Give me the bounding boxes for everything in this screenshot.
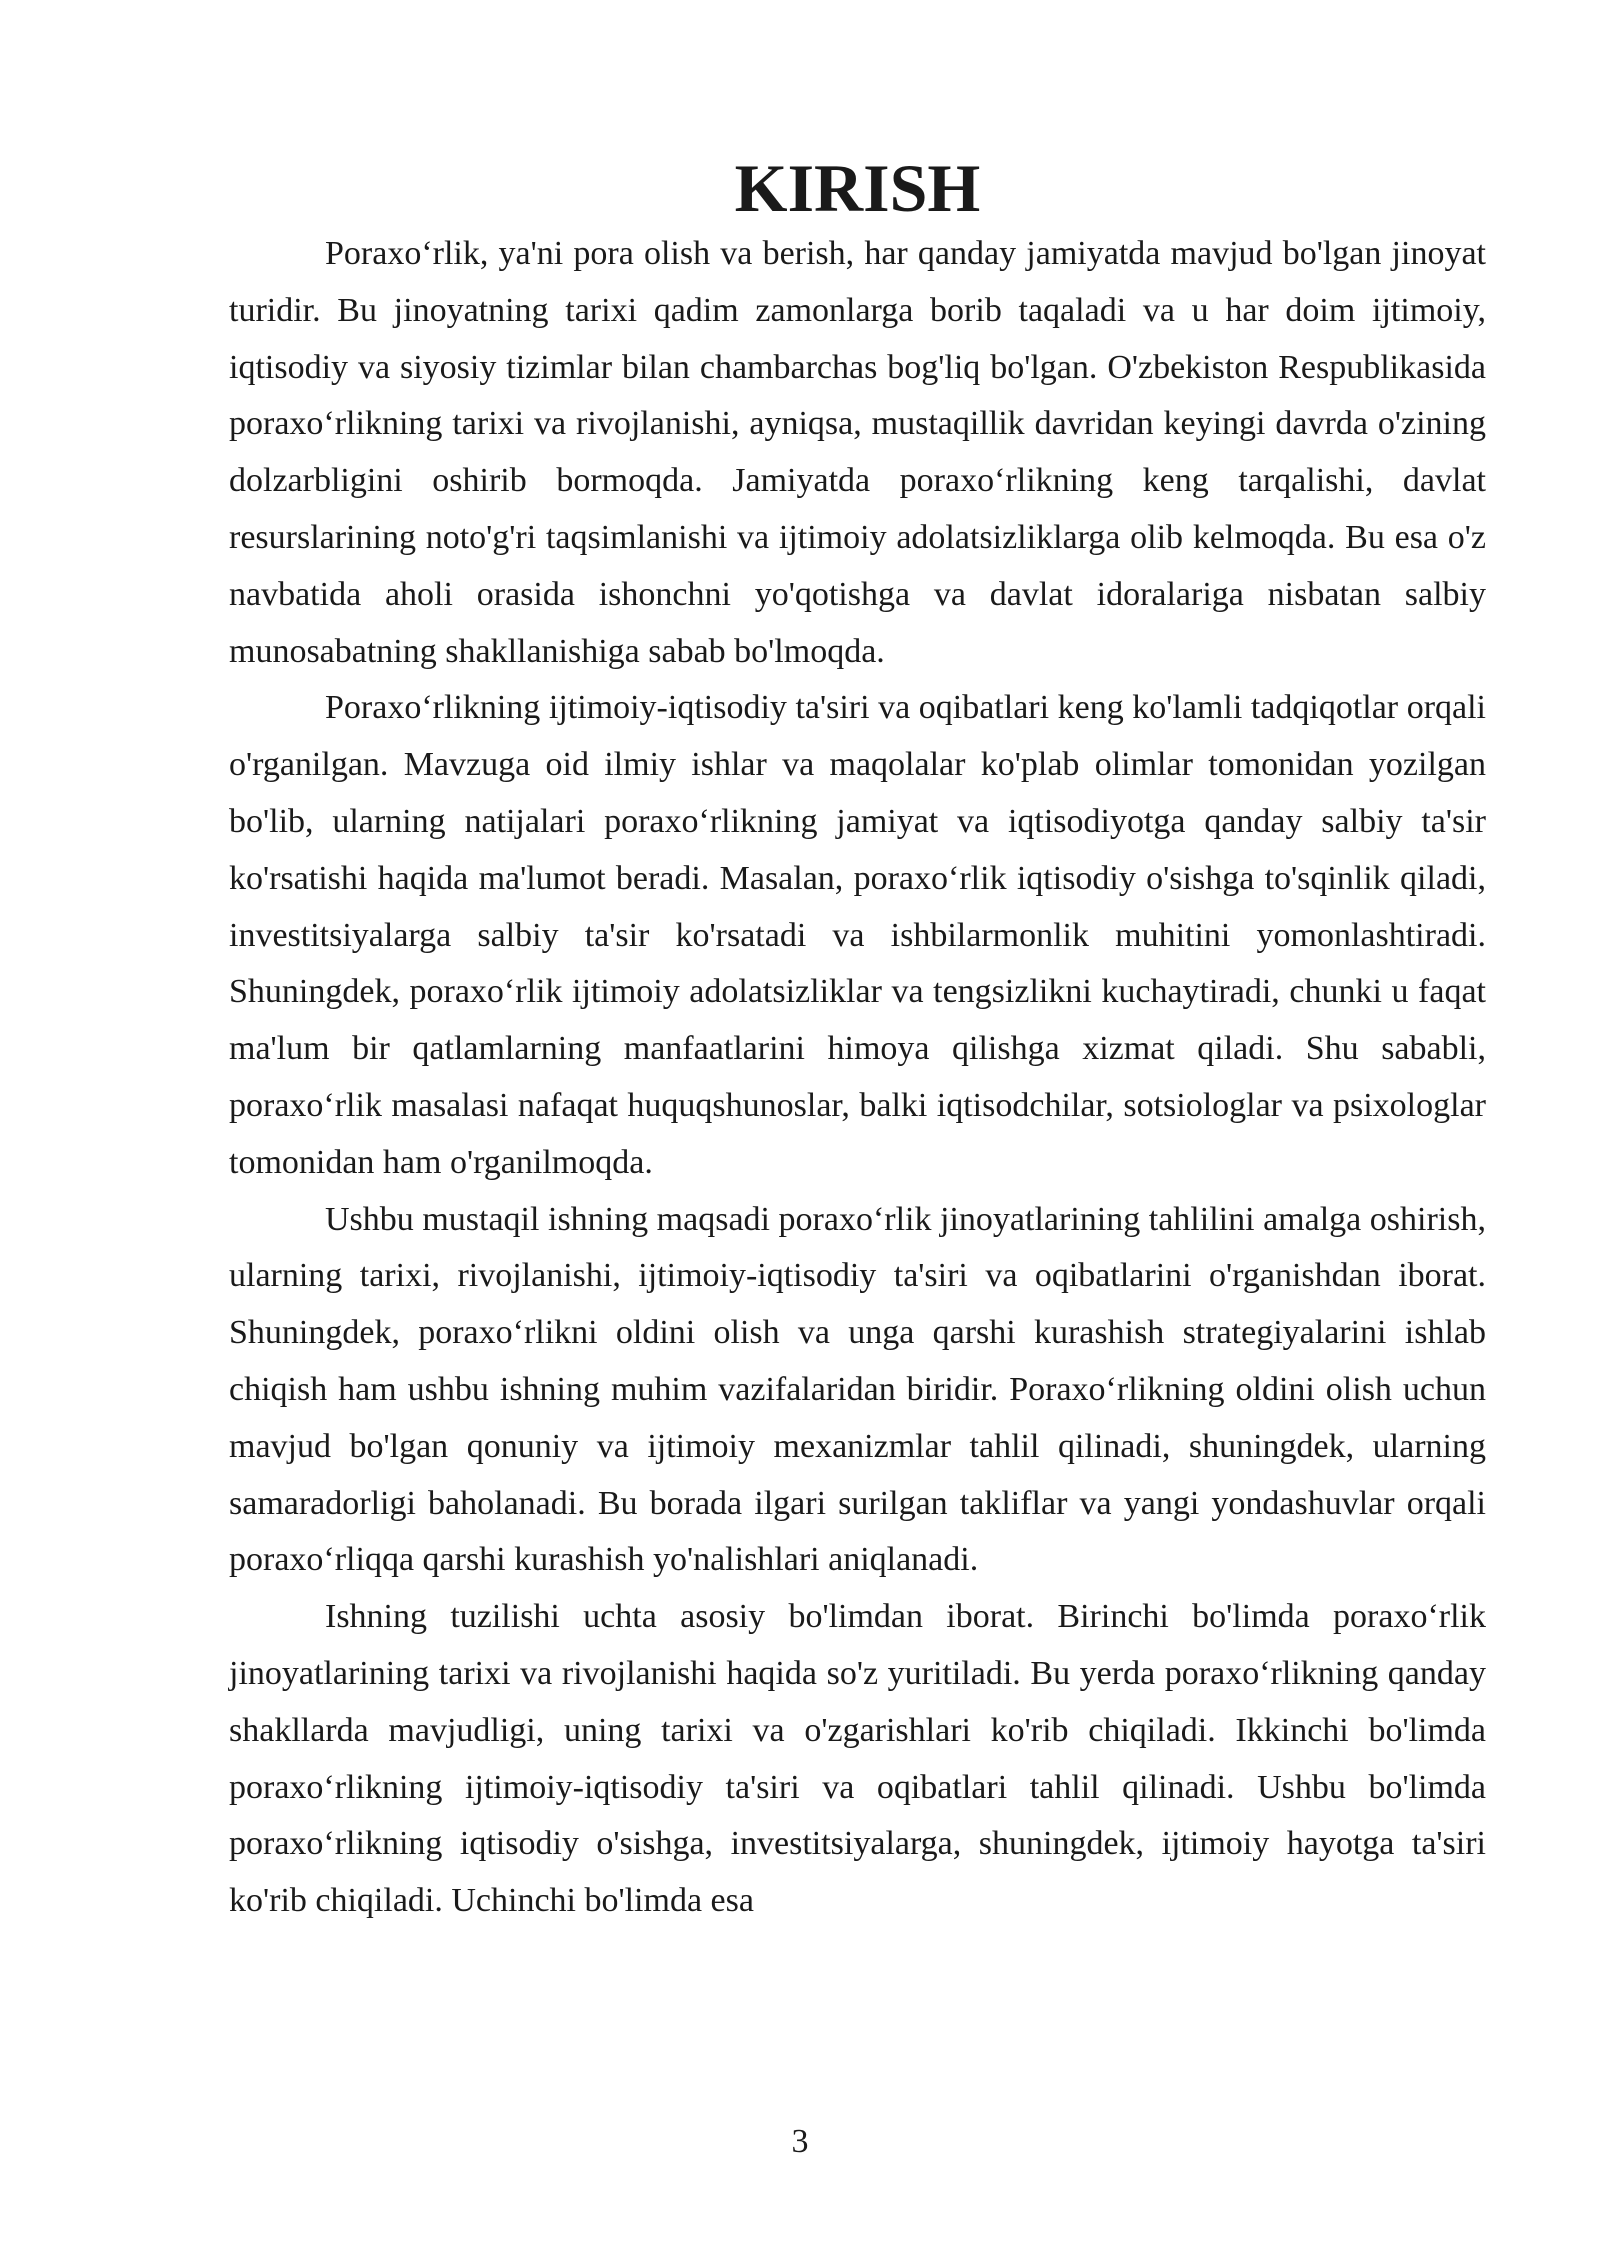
page-title: KIRISH bbox=[734, 150, 981, 226]
paragraph-2: Poraxo‘rlikning ijtimoiy-iqtisodiy ta'siri va oqibatlari keng ko'lamli tadqiqotlar orqali o'rganilgan. Mavzuga oid ilmiy ishlar va maqolalar ko'plab olimlar tomonidan yozilgan bo'lib, ularning natijalari poraxo‘rlikning jamiyat va iqtisodiyotga qanday salbiy ta'sir ko'rsatishi haqida ma'lumot beradi. Masalan, poraxo‘rlik iqtisodiy o'sishga to'sqinlik qiladi, investitsiyalarga salbiy ta'sir ko'rsatadi va ishbilarmonlik muhitini yomonlashtiradi. Shuningdek, poraxo‘rlik ijtimoiy adolatsizliklar va tengsizlikni kuchaytiradi, chunki u faqat ma'lum bir qatlamlarning manfaatlarini himoya qilishga xizmat qiladi. Shu sababli, poraxo‘rlik masalasi nafaqat huquqshunoslar, balki iqtisodchilar, sotsiologlar va psixologlar tomonidan ham o'rganilmoqda. bbox=[229, 689, 1486, 1181]
document-body bbox=[229, 150, 1486, 1930]
paragraph-1: Poraxo‘rlik, ya'ni pora olish va berish, har qanday jamiyatda mavjud bo'lgan jinoyat turidir. Bu jinoyatning tarixi qadim zamonlarga borib taqaladi va u har doim ijtimoiy, iqtisodiy va siyosiy tizimlar bilan chambarchas bog'liq bo'lgan. O'zbekiston Respublikasida poraxo‘rlikning tarixi va rivojlanishi, ayniqsa, mustaqillik davridan keyingi davrda o'zining dolzarbligini oshirib bormoqda. Jamiyatda poraxo‘rlikning keng tarqalishi, davlat resurslarining noto'g'ri taqsimlanishi va ijtimoiy adolatsizliklarga olib kelmoqda. Bu esa o'z navbatida aholi orasida ishonchni yo'qotishga va davlat idoralariga nisbatan salbiy munosabatning shakllanishiga sabab bo'lmoqda. bbox=[229, 235, 1486, 670]
paragraph-3: Ushbu mustaqil ishning maqsadi poraxo‘rlik jinoyatlarining tahlilini amalga oshirish, ularning tarixi, rivojlanishi, ijtimoiy-iqtisodiy ta'siri va oqibatlarini o'rganishdan iborat. Shuningdek, poraxo‘rlikni oldini olish va unga qarshi kurashish strategiyalarini ishlab chiqish ham ushbu ishning muhim vazifalaridan biridir. Poraxo‘rlikning oldini olish uchun mavjud bo'lgan qonuniy va ijtimoiy mexanizmlar tahlil qilinadi, shuningdek, ularning samaradorligi baholanadi. Bu borada ilgari surilgan takliflar va yangi yondashuvlar orqali poraxo‘rliqqa qarshi kurashish yo'nalishlari aniqlanadi. bbox=[229, 1200, 1486, 1579]
page-number: 3 bbox=[791, 2123, 809, 2160]
paragraph-4: Ishning tuzilishi uchta asosiy bo'limdan iborat. Birinchi bo'limda poraxo‘rlik jinoyatlarining tarixi va rivojlanishi haqida so'z yuritiladi. Bu yerda poraxo‘rlikning qanday shakllarda mavjudligi, uning tarixi va o'zgarishlari ko'rib chiqiladi. Ikkinchi bo'limda poraxo‘rlikning ijtimoiy-iqtisodiy ta'siri va oqibatlari tahlil qilinadi. Ushbu bo'limda poraxo‘rlikning iqtisodiy o'sishga, investitsiyalarga, shuningdek, ijtimoiy hayotga ta'siri ko'rib chiqiladi. Uchinchi bo'limda esa bbox=[229, 1598, 1486, 1920]
